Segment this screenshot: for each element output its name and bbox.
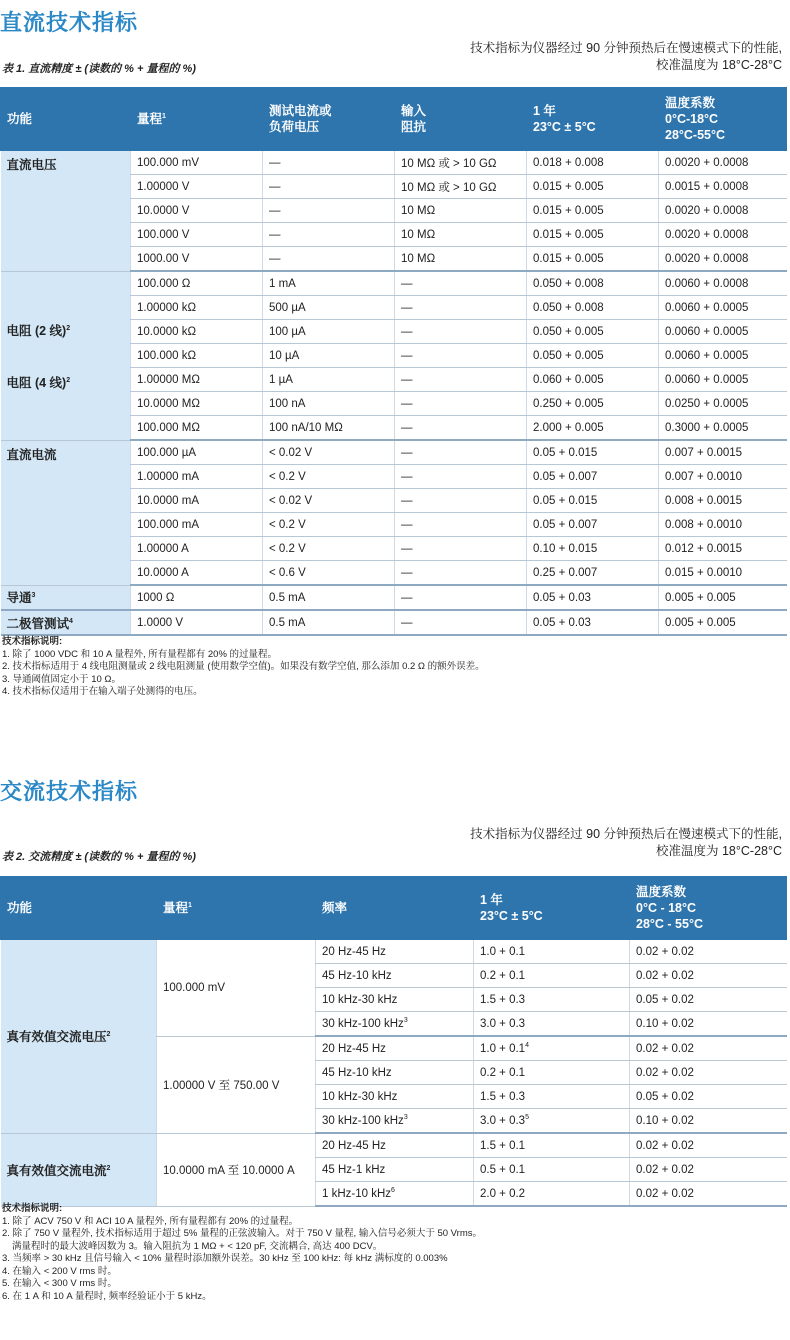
ac-header-function: 功能 — [1, 876, 157, 940]
ac-range-100mv: 100.000 mV — [157, 940, 316, 1036]
range-cell: 10.0000 kΩ — [131, 320, 263, 344]
impedance-cell: — — [395, 296, 527, 320]
impedance-cell: — — [395, 416, 527, 441]
table-row — [1, 151, 787, 175]
temp-cell: 0.0020 + 0.0008 — [659, 199, 787, 223]
impedance-cell: — — [395, 610, 527, 635]
range-cell: 1.0000 V — [131, 610, 263, 635]
dc-function-resistance — [1, 271, 131, 440]
temp-cell: 0.015 + 0.0010 — [659, 561, 787, 586]
ac-note-5: 5. 在输入 < 300 V rms 时。 — [2, 1278, 117, 1289]
year-cell: 0.015 + 0.005 — [527, 223, 659, 247]
table-row — [1, 585, 787, 610]
temp-cell: 0.02 + 0.02 — [630, 1158, 787, 1182]
ac-note-3: 3. 当频率 > 30 kHz 且信号输入 < 10% 量程时添加额外误差。30 kHz 至 100 kHz: 每 kHz 满标度的 0.003% — [2, 1253, 448, 1264]
ac-note-2: 2. 除了 750 V 量程外, 技术指标适用于超过 5% 量程的正弦波输入。对于 750 V 量程, 输入信号必须大于 50 Vrms。 — [2, 1228, 482, 1239]
ac-intro-line1: 技术指标为仪器经过 90 分钟预热后在慢速模式下的性能, — [470, 827, 782, 841]
year-cell: $1.0 + 0.1^4$ — [474, 1036, 630, 1061]
dc-note-4: 4. 技术指标仅适用于在输入端子处测得的电压。 — [2, 686, 203, 697]
temp-cell: 0.0060 + 0.0005 — [659, 296, 787, 320]
range-cell: 1000.00 V — [131, 247, 263, 272]
freq-cell: 20 Hz-45 Hz — [316, 1036, 474, 1061]
temp-cell: 0.0060 + 0.0005 — [659, 320, 787, 344]
temp-cell: 0.0015 + 0.0008 — [659, 175, 787, 199]
range-cell: 10.0000 mA — [131, 489, 263, 513]
year-cell: 1.0 + 0.1 — [474, 940, 630, 964]
ac-intro — [470, 826, 782, 860]
year-cell: 2.000 + 0.005 — [527, 416, 659, 441]
year-cell: 0.050 + 0.005 — [527, 344, 659, 368]
dc-spec-table — [0, 87, 787, 636]
freq-cell: 1 kHz-10 kHz$^6$ — [316, 1182, 474, 1207]
dc-note-2: 2. 技术指标适用于 4 线电阻测量或 2 线电阻测量 (使用数学空值)。如果没有数学空值, 那么添加 0.2 Ω 的额外误差。 — [2, 661, 485, 672]
current-cell: 1 µA — [263, 368, 395, 392]
current-cell: 100 µA — [263, 320, 395, 344]
freq-cell: 45 Hz-10 kHz — [316, 964, 474, 988]
ac-header-row — [1, 876, 787, 940]
range-cell: 1.00000 A — [131, 537, 263, 561]
current-cell: 100 nA/10 MΩ — [263, 416, 395, 441]
temp-cell: 0.3000 + 0.0005 — [659, 416, 787, 441]
impedance-cell: — — [395, 513, 527, 537]
year-cell: $3.0 + 0.3^5$ — [474, 1109, 630, 1134]
temp-cell: 0.005 + 0.005 — [659, 585, 787, 610]
current-cell: < 0.02 V — [263, 489, 395, 513]
current-cell: 100 nA — [263, 392, 395, 416]
temp-cell: 0.0060 + 0.0005 — [659, 368, 787, 392]
current-cell: — — [263, 247, 395, 272]
current-cell: < 0.2 V — [263, 513, 395, 537]
impedance-cell: — — [395, 561, 527, 586]
impedance-cell: — — [395, 465, 527, 489]
dc-header-test-current: 测试电流或 负荷电压 — [263, 87, 395, 151]
impedance-cell: 10 MΩ 或 > 10 GΩ — [395, 175, 527, 199]
year-cell: 0.050 + 0.008 — [527, 296, 659, 320]
range-cell: 100.000 Ω — [131, 271, 263, 296]
ac-header-frequency: 频率 — [316, 876, 474, 940]
impedance-cell: — — [395, 368, 527, 392]
current-cell: — — [263, 199, 395, 223]
temp-cell: 0.0250 + 0.0005 — [659, 392, 787, 416]
year-cell: 0.2 + 0.1 — [474, 1061, 630, 1085]
dc-notes-title: 技术指标说明: — [2, 636, 63, 647]
impedance-cell: — — [395, 440, 527, 465]
year-cell: 1.5 + 0.1 — [474, 1133, 630, 1158]
impedance-cell: 10 MΩ 或 > 10 GΩ — [395, 151, 527, 175]
temp-cell: 0.008 + 0.0015 — [659, 489, 787, 513]
ac-note-2-cont: 满量程时的最大波峰因数为 3。输入阻抗为 1 MΩ + < 120 pF, 交流耦合, 高达 400 DCV。 — [12, 1240, 383, 1252]
current-cell: < 0.6 V — [263, 561, 395, 586]
dc-section-title: 直流技术指标 — [0, 10, 139, 35]
temp-cell: 0.02 + 0.02 — [630, 940, 787, 964]
year-cell: 0.05 + 0.03 — [527, 610, 659, 635]
ac-note-4: 4. 在输入 < 200 V rms 时。 — [2, 1265, 117, 1277]
ac-function-aci: 真有效值交流电流$^2$ — [1, 1133, 157, 1206]
dc-header-input-impedance: 输入 阻抗 — [395, 87, 527, 151]
range-cell: 100.000 mV — [131, 151, 263, 175]
year-cell: 0.05 + 0.015 — [527, 489, 659, 513]
freq-cell: 10 kHz-30 kHz — [316, 1085, 474, 1109]
ac-section-title: 交流技术指标 — [0, 779, 139, 804]
year-cell: 0.05 + 0.03 — [527, 585, 659, 610]
current-cell: < 0.2 V — [263, 537, 395, 561]
ac-intro-line2: 校准温度为 18°C-28°C — [656, 844, 782, 858]
year-cell: 0.05 + 0.007 — [527, 513, 659, 537]
ac-range-1v-750v: 1.00000 V 至 750.00 V — [157, 1036, 316, 1133]
ac-spec-table — [0, 876, 787, 1207]
temp-cell: 0.0020 + 0.0008 — [659, 151, 787, 175]
temp-cell: 0.05 + 0.02 — [630, 1085, 787, 1109]
dc-header-temp-coef: 温度系数 0°C-18°C 28°C-55°C — [659, 87, 787, 151]
impedance-cell: 10 MΩ — [395, 223, 527, 247]
impedance-cell: — — [395, 392, 527, 416]
year-cell: 0.015 + 0.005 — [527, 175, 659, 199]
dc-intro-line1: 技术指标为仪器经过 90 分钟预热后在慢速模式下的性能, — [470, 41, 782, 55]
range-cell: 100.000 MΩ — [131, 416, 263, 441]
temp-cell: 0.02 + 0.02 — [630, 1133, 787, 1158]
dc-function-dci: 直流电流 — [1, 440, 131, 585]
range-cell: 1.00000 MΩ — [131, 368, 263, 392]
temp-cell: 0.0020 + 0.0008 — [659, 247, 787, 272]
temp-cell: 0.10 + 0.02 — [630, 1012, 787, 1037]
impedance-cell: — — [395, 344, 527, 368]
dc-function-dcv: 直流电压 — [1, 151, 131, 271]
year-cell: 3.0 + 0.3 — [474, 1012, 630, 1037]
current-cell: 500 µA — [263, 296, 395, 320]
range-cell: 100.000 µA — [131, 440, 263, 465]
dc-header-row — [1, 87, 787, 151]
table-row — [1, 610, 787, 635]
freq-cell: 20 Hz-45 Hz — [316, 1133, 474, 1158]
temp-cell: 0.10 + 0.02 — [630, 1109, 787, 1134]
ac-note-6: 6. 在 1 A 和 10 A 量程时, 频率经验证小于 5 kHz。 — [2, 1290, 212, 1302]
dc-header-function: 功能 — [1, 87, 131, 151]
year-cell: 0.050 + 0.008 — [527, 271, 659, 296]
range-cell: 10.0000 MΩ — [131, 392, 263, 416]
range-cell: 100.000 kΩ — [131, 344, 263, 368]
range-cell: 1.00000 kΩ — [131, 296, 263, 320]
temp-cell: 0.02 + 0.02 — [630, 1061, 787, 1085]
year-cell: 2.0 + 0.2 — [474, 1182, 630, 1207]
impedance-cell: — — [395, 271, 527, 296]
current-cell: 0.5 mA — [263, 585, 395, 610]
dc-header-one-year: 1 年 23°C ± 5°C — [527, 87, 659, 151]
range-cell: 1.00000 V — [131, 175, 263, 199]
range-cell: 1000 Ω — [131, 585, 263, 610]
current-cell: — — [263, 151, 395, 175]
range-cell: 10.0000 V — [131, 199, 263, 223]
ac-header-one-year: 1 年 23°C ± 5°C — [474, 876, 630, 940]
year-cell: 0.25 + 0.007 — [527, 561, 659, 586]
ac-header-temp-coef: 温度系数 0°C - 18°C 28°C - 55°C — [630, 876, 787, 940]
current-cell: 0.5 mA — [263, 610, 395, 635]
impedance-cell: — — [395, 585, 527, 610]
year-cell: 0.015 + 0.005 — [527, 199, 659, 223]
ac-note-1: 1. 除了 ACV 750 V 和 ACI 10 A 量程外, 所有量程都有 20% 的过量程。 — [2, 1215, 299, 1227]
dc-function-diode: 二极管测试$^4$ — [1, 610, 131, 635]
dc-note-1: 1. 除了 1000 VDC 和 10 A 量程外, 所有量程都有 20% 的过量程。 — [2, 648, 278, 660]
freq-cell: 45 Hz-1 kHz — [316, 1158, 474, 1182]
current-cell: < 0.2 V — [263, 465, 395, 489]
current-cell: 1 mA — [263, 271, 395, 296]
dc-note-3: 3. 导通阈值固定小于 10 Ω。 — [2, 673, 122, 685]
current-cell: < 0.02 V — [263, 440, 395, 465]
year-cell: 0.250 + 0.005 — [527, 392, 659, 416]
ac-notes — [2, 1203, 482, 1303]
table-row — [1, 940, 787, 964]
temp-cell: 0.02 + 0.02 — [630, 1182, 787, 1207]
range-cell: 10.0000 A — [131, 561, 263, 586]
dc-function-continuity: 导通$^3$ — [1, 585, 131, 610]
ac-range-10ma-10a: 10.0000 mA 至 10.0000 A — [157, 1133, 316, 1206]
temp-cell: 0.007 + 0.0015 — [659, 440, 787, 465]
temp-cell: 0.0060 + 0.0005 — [659, 344, 787, 368]
ac-table-caption: 表 2. 交流精度 ± (读数的 % + 量程的 %) — [2, 851, 196, 863]
dc-function-res2: 电阻 (2 线)$^2$ — [6, 323, 71, 338]
impedance-cell: 10 MΩ — [395, 199, 527, 223]
impedance-cell: 10 MΩ — [395, 247, 527, 272]
year-cell: 1.5 + 0.3 — [474, 988, 630, 1012]
freq-cell: 30 kHz-100 kHz$^3$ — [316, 1109, 474, 1134]
freq-cell: 30 kHz-100 kHz$^3$ — [316, 1012, 474, 1037]
temp-cell: 0.05 + 0.02 — [630, 988, 787, 1012]
temp-cell: 0.012 + 0.0015 — [659, 537, 787, 561]
temp-cell: 0.02 + 0.02 — [630, 1036, 787, 1061]
year-cell: 0.2 + 0.1 — [474, 964, 630, 988]
year-cell: 1.5 + 0.3 — [474, 1085, 630, 1109]
ac-header-range: 量程$^1$ — [157, 876, 316, 940]
range-cell: 100.000 V — [131, 223, 263, 247]
impedance-cell: — — [395, 489, 527, 513]
current-cell: — — [263, 175, 395, 199]
year-cell: 0.5 + 0.1 — [474, 1158, 630, 1182]
dc-function-res4: 电阻 (4 线)$^2$ — [6, 375, 71, 390]
table-row — [1, 271, 787, 296]
range-cell: 1.00000 mA — [131, 465, 263, 489]
temp-cell: 0.0060 + 0.0008 — [659, 271, 787, 296]
year-cell: 0.015 + 0.005 — [527, 247, 659, 272]
year-cell: 0.050 + 0.005 — [527, 320, 659, 344]
year-cell: 0.018 + 0.008 — [527, 151, 659, 175]
table-row — [1, 1133, 787, 1158]
dc-intro-line2: 校准温度为 18°C-28°C — [656, 58, 782, 72]
freq-cell: 20 Hz-45 Hz — [316, 940, 474, 964]
table-row — [1, 440, 787, 465]
temp-cell: 0.005 + 0.005 — [659, 610, 787, 635]
dc-table-caption: 表 1. 直流精度 ± (读数的 % + 量程的 %) — [2, 63, 196, 75]
dc-notes — [2, 636, 485, 699]
temp-cell: 0.007 + 0.0010 — [659, 465, 787, 489]
range-cell: 100.000 mA — [131, 513, 263, 537]
dc-intro — [470, 40, 782, 74]
year-cell: 0.060 + 0.005 — [527, 368, 659, 392]
temp-cell: 0.0020 + 0.0008 — [659, 223, 787, 247]
ac-notes-title: 技术指标说明: — [2, 1203, 63, 1214]
impedance-cell: — — [395, 537, 527, 561]
freq-cell: 45 Hz-10 kHz — [316, 1061, 474, 1085]
freq-cell: 10 kHz-30 kHz — [316, 988, 474, 1012]
current-cell: 10 µA — [263, 344, 395, 368]
year-cell: 0.05 + 0.015 — [527, 440, 659, 465]
year-cell: 0.05 + 0.007 — [527, 465, 659, 489]
current-cell: — — [263, 223, 395, 247]
temp-cell: 0.008 + 0.0010 — [659, 513, 787, 537]
impedance-cell: — — [395, 320, 527, 344]
year-cell: 0.10 + 0.015 — [527, 537, 659, 561]
dc-header-range: 量程$^1$ — [131, 87, 263, 151]
temp-cell: 0.02 + 0.02 — [630, 964, 787, 988]
ac-function-acv: 真有效值交流电压$^2$ — [1, 940, 157, 1133]
